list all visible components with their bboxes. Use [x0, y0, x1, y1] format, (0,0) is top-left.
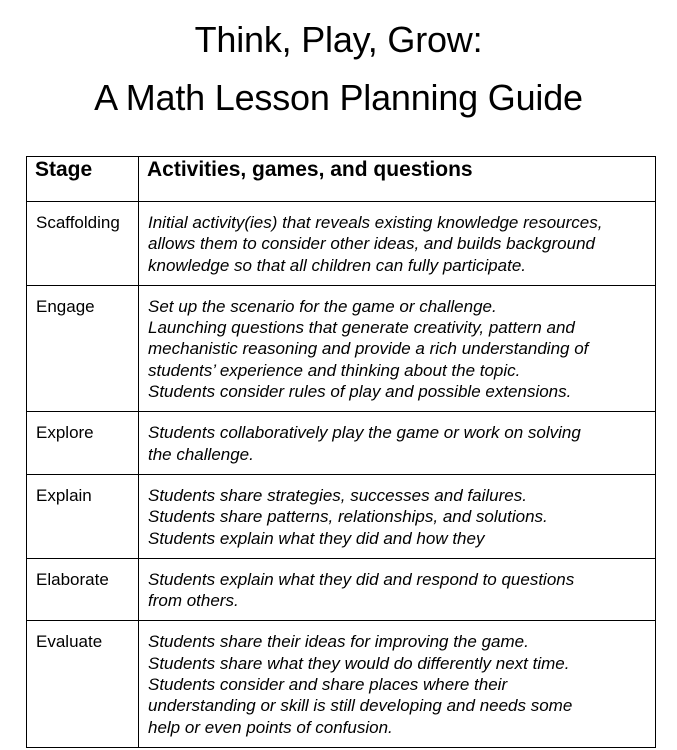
activity-line: Initial activity(ies) that reveals existing knowledge resources,: [148, 213, 603, 232]
title-line-2: A Math Lesson Planning Guide: [94, 77, 583, 118]
stage-cell: Engage: [27, 285, 139, 411]
activity-line: Students explain what they did and respond to questions: [148, 569, 575, 589]
activity-line: Students consider and share places where their: [148, 675, 508, 695]
table-row: [27, 285, 656, 411]
table-row: [27, 558, 656, 621]
table-row: [27, 412, 656, 475]
activities-cell: [139, 621, 656, 747]
activity-line: Launching questions that generate creativity, pattern and: [148, 318, 575, 338]
activities-cell: [139, 285, 656, 411]
stage-cell: Scaffolding: [27, 202, 139, 286]
table-row: [27, 621, 656, 747]
activity-line: understanding or skill is still developing and needs some: [148, 696, 573, 716]
activity-line: from others.: [148, 591, 239, 611]
stage-cell: Explore: [27, 412, 139, 475]
title-line-1: Think, Play, Grow:: [194, 19, 483, 60]
activities-cell: [139, 474, 656, 558]
stage-cell: Elaborate: [27, 558, 139, 621]
activity-line: Students share what they would do differently next time.: [148, 653, 570, 673]
stage-cell: Explain: [27, 474, 139, 558]
table-header-row: [27, 157, 656, 202]
activities-cell: [139, 558, 656, 621]
table-row: [27, 474, 656, 558]
lesson-planning-table: [26, 156, 656, 748]
activity-line: knowledge so that all children can fully participate.: [148, 255, 526, 275]
activity-line: Set up the scenario for the game or challenge.: [148, 296, 497, 316]
activity-line: Students share patterns, relationships, and solutions.: [148, 507, 548, 527]
activity-line: mechanistic reasoning and provide a rich understanding of: [148, 339, 589, 359]
header-activities: Activities, games, and questions: [139, 157, 656, 202]
activity-line: Students consider rules of play and possible extensions.: [148, 382, 572, 402]
activity-line: help or even points of confusion.: [148, 717, 393, 737]
activity-line: Students share their ideas for improving the game.: [148, 632, 529, 652]
activity-line: Students share strategies, successes and failures.: [148, 485, 527, 505]
activity-line: Students explain what they did and how they: [148, 528, 485, 548]
activity-line: allows them to consider other ideas, and builds background: [148, 234, 595, 254]
stage-cell: Evaluate: [27, 621, 139, 747]
table-row: [27, 202, 656, 286]
activity-line: Students collaboratively play the game or work on solving: [148, 423, 581, 443]
activity-line: the challenge.: [148, 444, 254, 464]
activity-line: students’ experience and thinking about the topic.: [148, 360, 521, 380]
header-stage: Stage: [27, 157, 139, 202]
activities-cell: [139, 412, 656, 475]
activities-cell: [139, 202, 656, 286]
